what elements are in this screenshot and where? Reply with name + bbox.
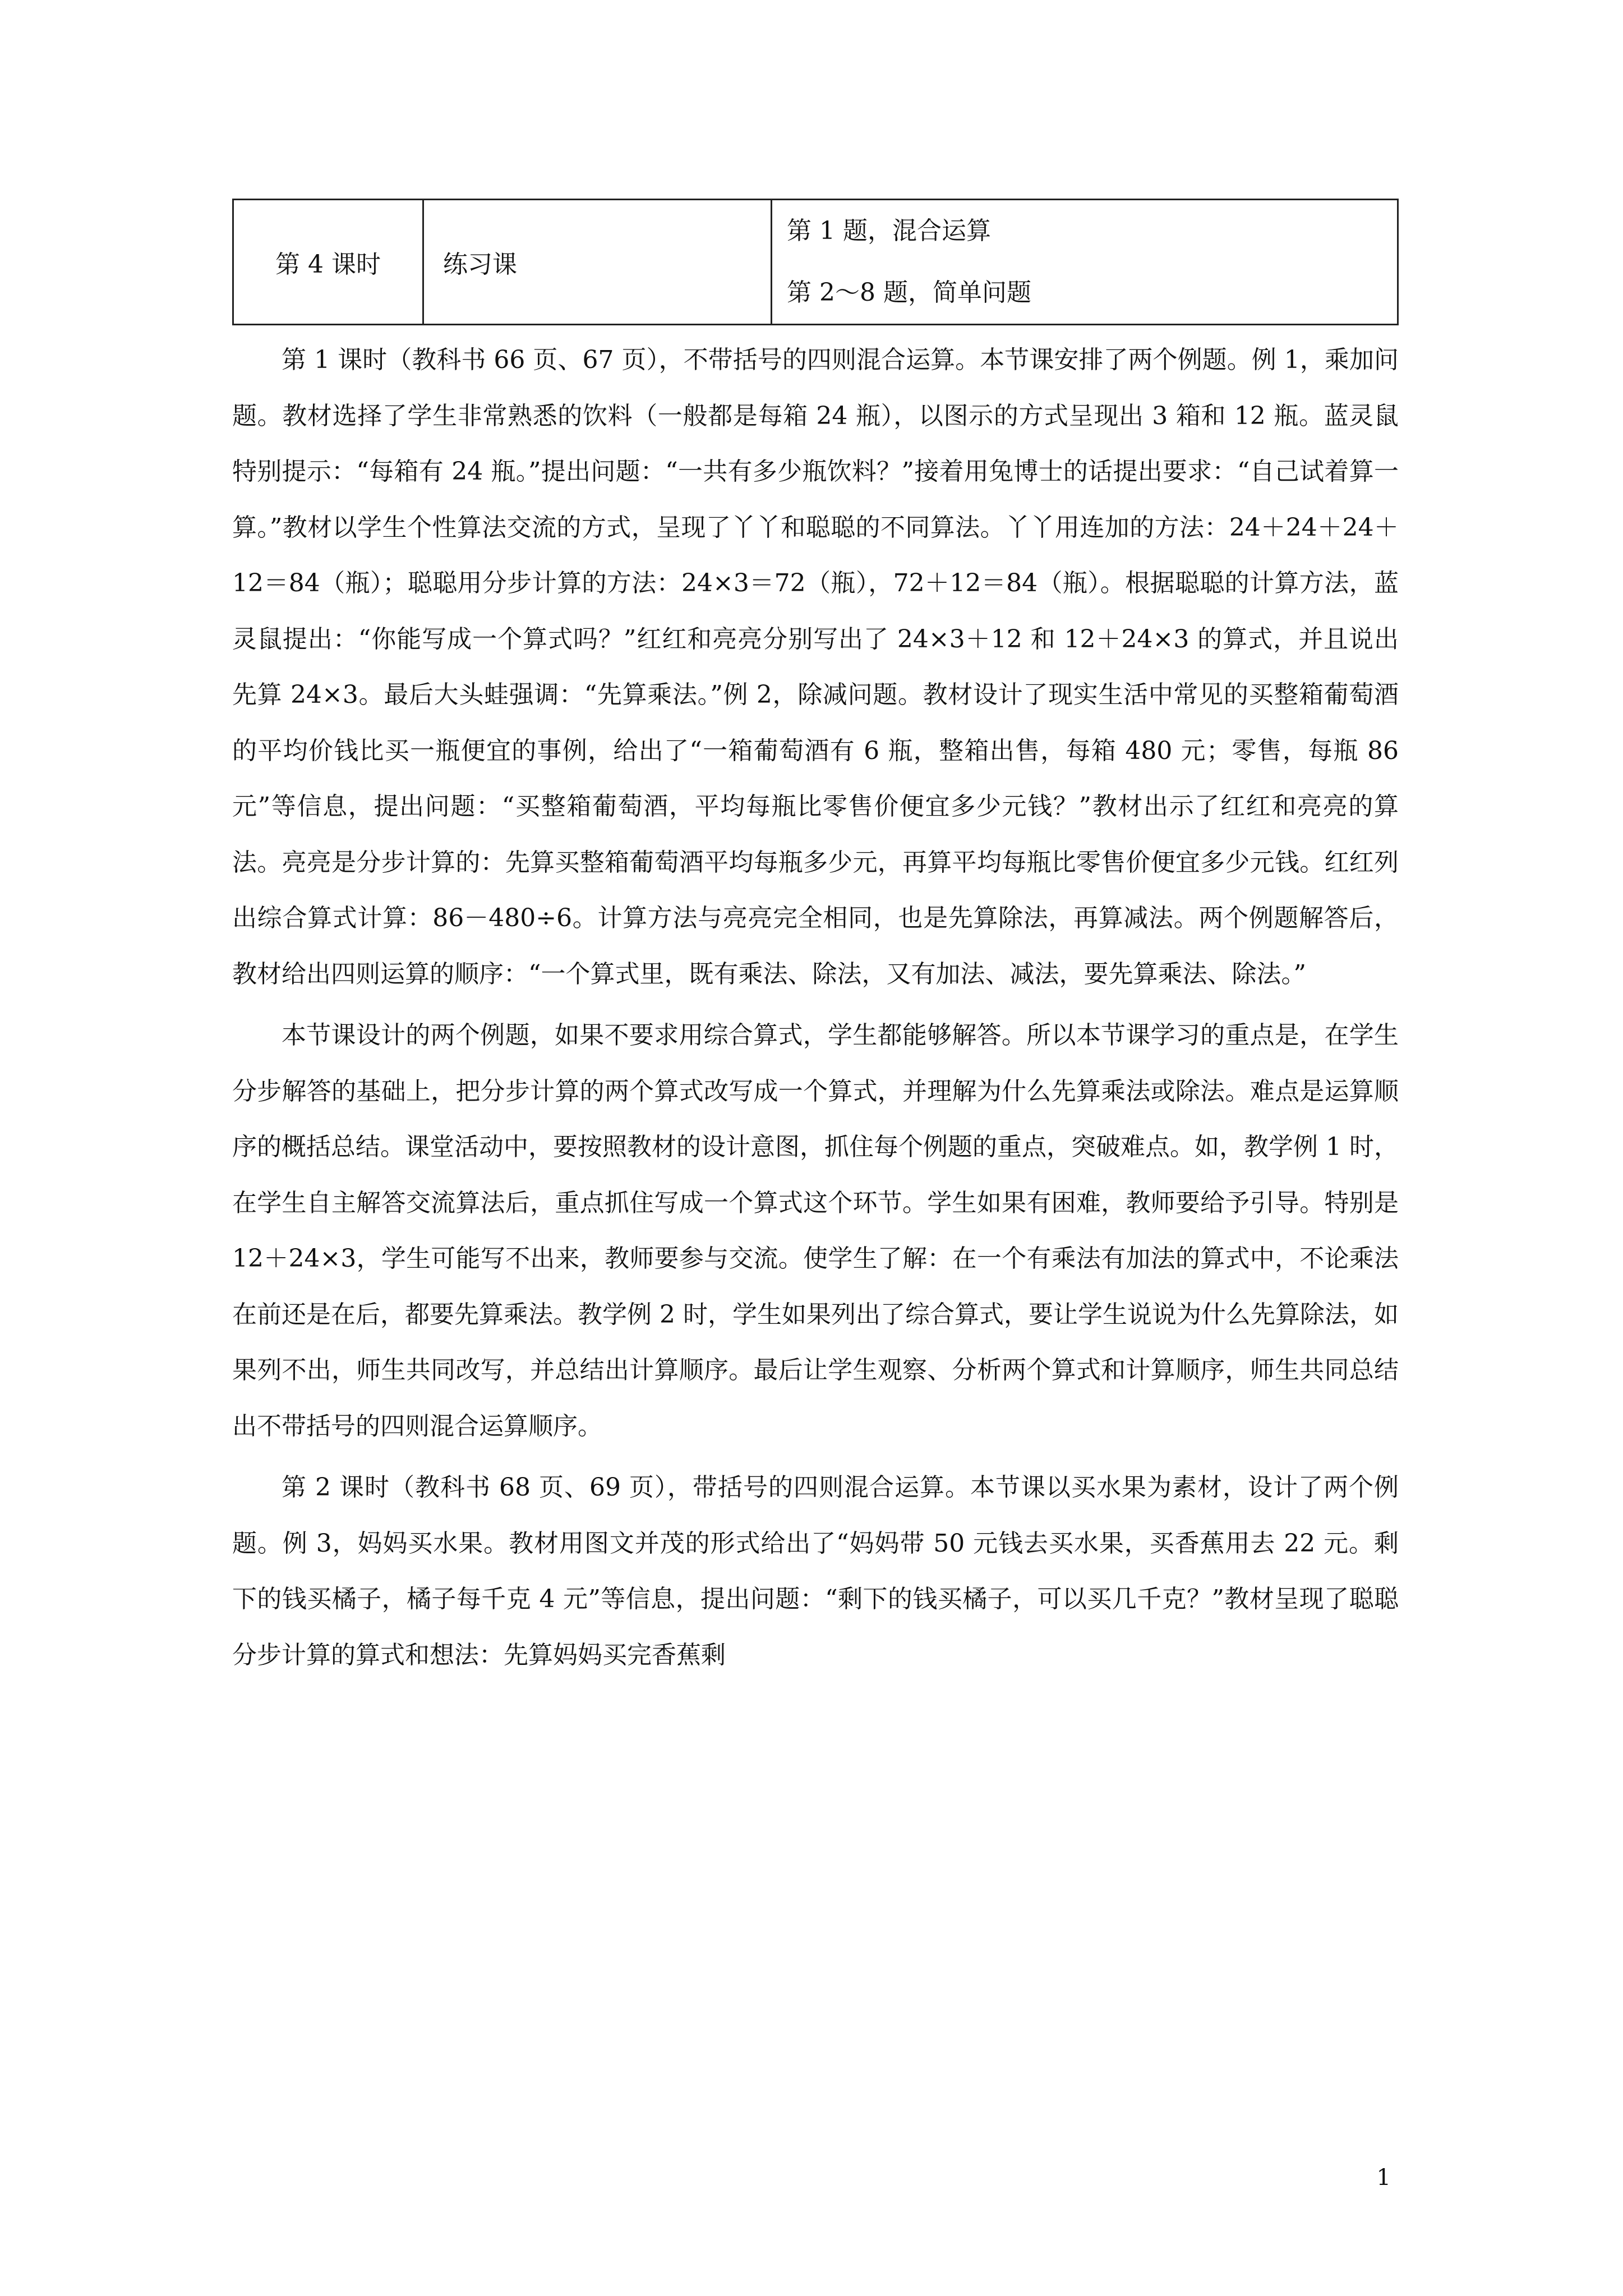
page-number: 1 bbox=[1376, 2165, 1391, 2191]
content-line: 第 1 题，混合运算 bbox=[787, 217, 991, 245]
paragraph: 第 2 课时（教科书 68 页、69 页），带括号的四则混合运算。本节课以买水果为素材，设计了两个例题。例 3，妈妈买水果。教材用图文并茂的形式给出了“妈妈带 50 元钱去买水果，买香蕉用去 22 元。剩下的钱买橘子，橘子每千克 4 元”等信息，提出问题：“剩下的钱买橘子，可以买几千克？”教材呈现了聪聪分步计算的算式和想法：先算妈妈买完香蕉剩 bbox=[232, 1473, 1399, 1669]
lesson-content-cell bbox=[772, 200, 1398, 325]
table-row bbox=[233, 200, 1398, 325]
lesson-period-cell: 第 4 课时 bbox=[233, 200, 423, 325]
content-line: 第 2～8 题，简单问题 bbox=[787, 278, 1031, 307]
paragraph: 第 1 课时（教科书 66 页、67 页），不带括号的四则混合运算。本节课安排了两个例题。例 1，乘加问题。教材选择了学生非常熟悉的饮料（一般都是每箱 24 瓶），以图示的方式呈现出 3 箱和 12 瓶。蓝灵鼠特别提示：“每箱有 24 瓶。”提出问题：“一共有多少瓶饮料？”接着用兔博士的话提出要求：“自己试着算一算。”教材以学生个性算法交流的方式，呈现了丫丫和聪聪的不同算法。丫丫用连加的方法：24＋24＋24＋12＝84（瓶）；聪聪用分步计算的方法：24×3＝72（瓶），72＋12＝84（瓶）。根据聪聪的计算方法，蓝灵鼠提出：“你能写成一个算式吗？”红红和亮亮分别写出了 24×3＋12 和 12＋24×3 的算式，并且说出先算 24×3。最后大头蛙强调：“先算乘法。”例 2，除减问题。教材设计了现实生活中常见的买整箱葡萄酒的平均价钱比买一瓶便宜的事例，给出了“一箱葡萄酒有 6 瓶，整箱出售，每箱 480 元；零售，每瓶 86 元”等信息，提出问题：“买整箱葡萄酒，平均每瓶比零售价便宜多少元钱？”教材出示了红红和亮亮的算法。亮亮是分步计算的：先算买整箱葡萄酒平均每瓶多少元，再算平均每瓶比零售价便宜多少元钱。红红列出综合算式计算：86－480÷6。计算方法与亮亮完全相同，也是先算除法，再算减法。两个例题解答后，教材给出四则运算的顺序：“一个算式里，既有乘法、除法，又有加法、减法，要先算乘法、除法。” bbox=[232, 346, 1399, 988]
paragraph: 本节课设计的两个例题，如果不要求用综合算式，学生都能够解答。所以本节课学习的重点是，在学生分步解答的基础上，把分步计算的两个算式改写成一个算式，并理解为什么先算乘法或除法。难点是运算顺序的概括总结。课堂活动中，要按照教材的设计意图，抓住每个例题的重点，突破难点。如，教学例 1 时，在学生自主解答交流算法后，重点抓住写成一个算式这个环节。学生如果有困难，教师要给予引导。特别是 12＋24×3，学生可能写不出来，教师要参与交流。使学生了解：在一个有乘法有加法的算式中，不论乘法在前还是在后，都要先算乘法。教学例 2 时，学生如果列出了综合算式，要让学生说说为什么先算除法，如果列不出，师生共同改写，并总结出计算顺序。最后让学生观察、分析两个算式和计算顺序，师生共同总结出不带括号的四则混合运算顺序。 bbox=[232, 1021, 1399, 1441]
body-text bbox=[232, 332, 1399, 1683]
lesson-table bbox=[232, 199, 1399, 325]
lesson-type-cell: 练习课 bbox=[423, 200, 772, 325]
